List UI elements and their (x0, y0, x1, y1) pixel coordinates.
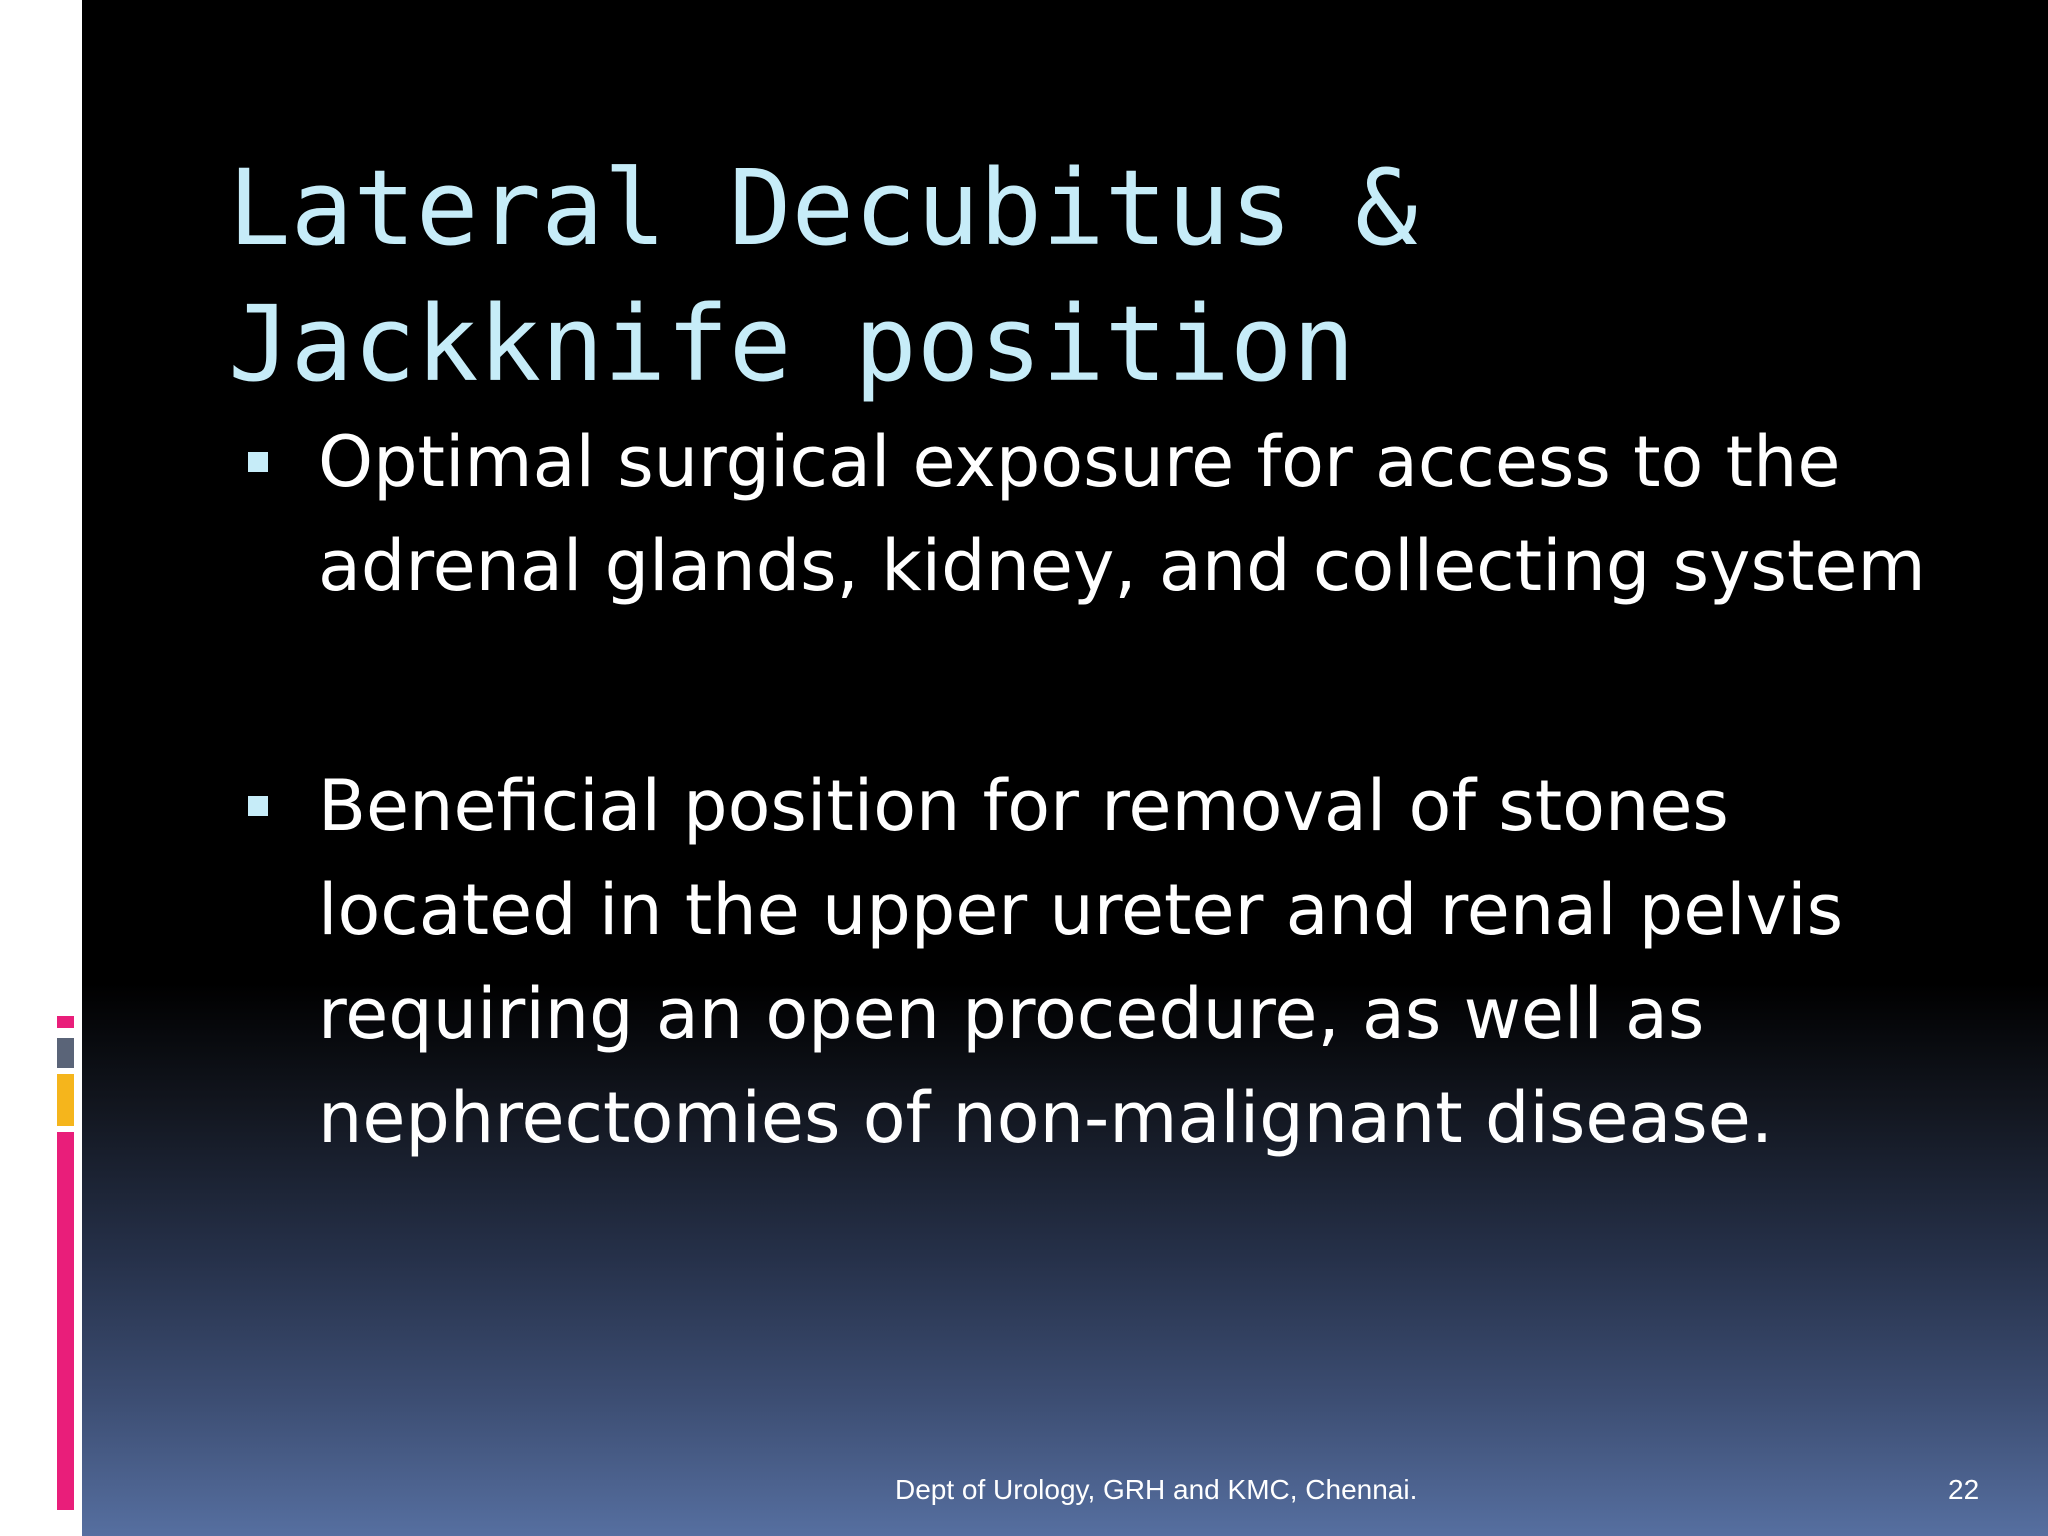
vertical-lines-decoration (132, 152, 164, 236)
slide-canvas (82, 0, 2048, 1536)
bullet-item (240, 410, 1978, 618)
decor-line (138, 152, 141, 236)
accent-bar-pink-small (57, 1016, 74, 1028)
bullet-list (240, 410, 1940, 1170)
bullet-text: Optimal surgical exposure for access to the adrenal glands, kidney, and collecting system (318, 421, 1926, 607)
accent-bar-pink (57, 1132, 74, 1510)
accent-bar-gray (57, 1038, 74, 1068)
bullet-item (240, 754, 1978, 1170)
square-bullet-icon (248, 796, 268, 816)
accent-bar-gold (57, 1074, 74, 1126)
slide-title: Lateral Decubitus & Jackknife position (228, 147, 1418, 405)
slide-footer: Dept of Urology, GRH and KMC, Chennai. (895, 1474, 1418, 1505)
square-bullet-icon (248, 452, 268, 472)
decor-line (150, 152, 164, 236)
decor-line (132, 152, 135, 236)
slide-page-number: 22 (1948, 1474, 1980, 1505)
decor-line (144, 152, 147, 236)
bullet-text: Beneficial position for removal of stones located in the upper ureter and renal pelvis requiring an open procedure, as well as nephrectomies of non-malignant disease. (318, 765, 1844, 1159)
